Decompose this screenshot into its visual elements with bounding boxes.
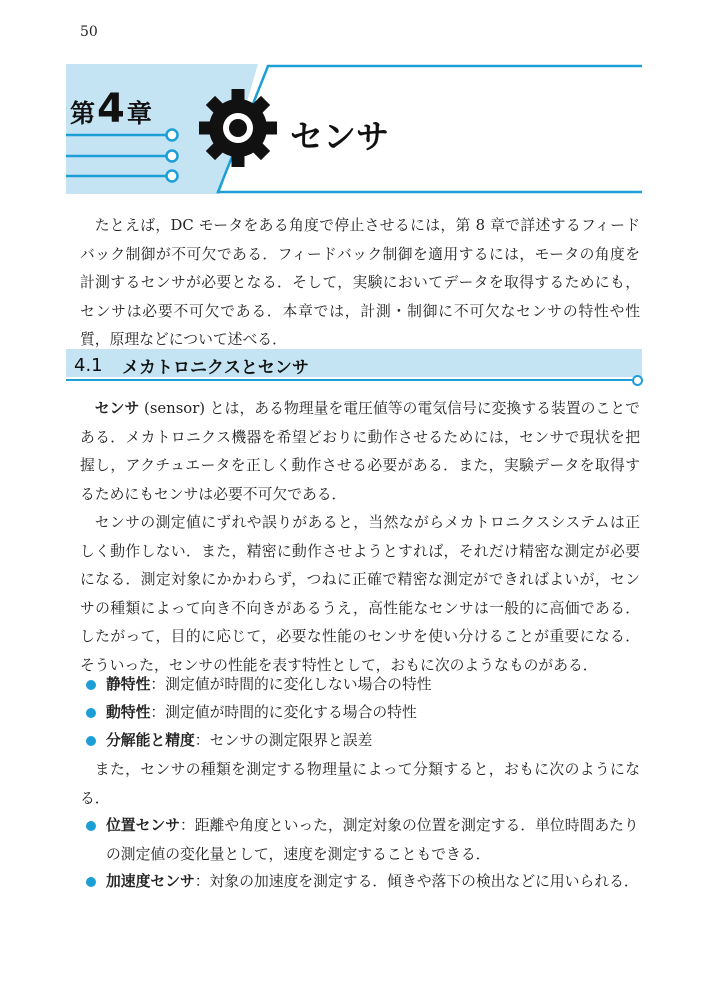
body-paragraph-3: また，センサの種類を測定する物理量によって分類すると，おもに次のようになる． xyxy=(80,761,640,807)
list-item-term: 分解能と精度 xyxy=(106,732,195,749)
term-sensor: センサ xyxy=(94,400,140,417)
list-item-term: 静特性 xyxy=(106,676,151,693)
intro-paragraph: たとえば，DC モータをある角度で停止させるには，第 8 章で詳述するフィードバック制御が不可欠である．フィードバック制御を適用するには，モータの角度を計測するセンサが必要となる．そして，実験においてデータを取得するためにも，センサは必要不可欠である．本章では，計測・制御に不可欠なセンサの特性や性質，原理などについて述べる． xyxy=(80,217,640,348)
list-item-desc: ：センサの測定限界と誤差 xyxy=(194,732,373,749)
gear-icon xyxy=(199,89,277,167)
list-item xyxy=(86,727,642,756)
chapter-title: センサ xyxy=(290,117,389,156)
list-item xyxy=(86,671,642,700)
list-item xyxy=(86,868,642,897)
list-item-term: 加速度センサ xyxy=(106,873,195,890)
chapter-label-prefix: 第 xyxy=(70,99,96,128)
section-header xyxy=(66,349,642,383)
bullet-icon xyxy=(86,736,96,746)
bullet-icon xyxy=(86,821,96,831)
list-item-desc: ：測定値が時間的に変化する場合の特性 xyxy=(150,704,417,721)
chapter-header xyxy=(0,0,706,210)
list-item-desc: ：対象の加速度を測定する．傾きや落下の検出などに用いられる． xyxy=(194,873,639,890)
list-item-desc: ：距離や角度といった，測定対象の位置を測定する．単位時間あたりの測定値の変化量として，速度を測定することもできる． xyxy=(106,817,639,863)
list-item-desc: ：測定値が時間的に変化しない場合の特性 xyxy=(150,676,432,693)
list-item xyxy=(86,812,642,869)
list-item-term: 位置センサ xyxy=(106,817,180,834)
chapter-label xyxy=(70,86,152,132)
body-paragraph-1-text: (sensor) とは，ある物理量を電圧値等の電気信号に変換する装置のことである．メカトロニクス機器を希望どおりに動作させるためには，センサで現状を把握し，アクチュエータを正しく動作させる必要がある．また，実験データを取得するためにもセンサは必要不可欠である． xyxy=(80,400,640,503)
bullet-icon xyxy=(86,680,96,690)
chapter-label-suffix: 章 xyxy=(126,99,152,128)
chapter-number: 4 xyxy=(97,86,125,132)
chapter-frame-line xyxy=(218,66,642,192)
list-item-term: 動特性 xyxy=(106,704,151,721)
page-number: 50 xyxy=(80,24,98,40)
section-number: 4.1 xyxy=(74,355,103,376)
section-title: メカトロニクスとセンサ xyxy=(122,358,309,378)
list-item xyxy=(86,699,642,728)
body-paragraph-2: センサの測定値にずれや誤りがあると，当然ながらメカトロニクスシステムは正しく動作しない．また，精密に動作させようとすれば，それだけ精密な測定が必要になる．測定対象にかかわらず，つねに正確で精密な測定ができればよいが，センサの種類によって向き不向きがあるうえ，高性能なセンサは一般的に高価である．したがって，目的に応じて，必要な性能のセンサを使い分けることが重要になる．そういった，センサの性能を表す特性として，おもに次のようなものがある． xyxy=(80,514,640,674)
section-end-dot-icon xyxy=(632,375,643,386)
bullet-icon xyxy=(86,708,96,718)
section-underline xyxy=(66,379,632,381)
bullet-icon xyxy=(86,877,96,887)
body-paragraph-1 xyxy=(80,395,640,509)
